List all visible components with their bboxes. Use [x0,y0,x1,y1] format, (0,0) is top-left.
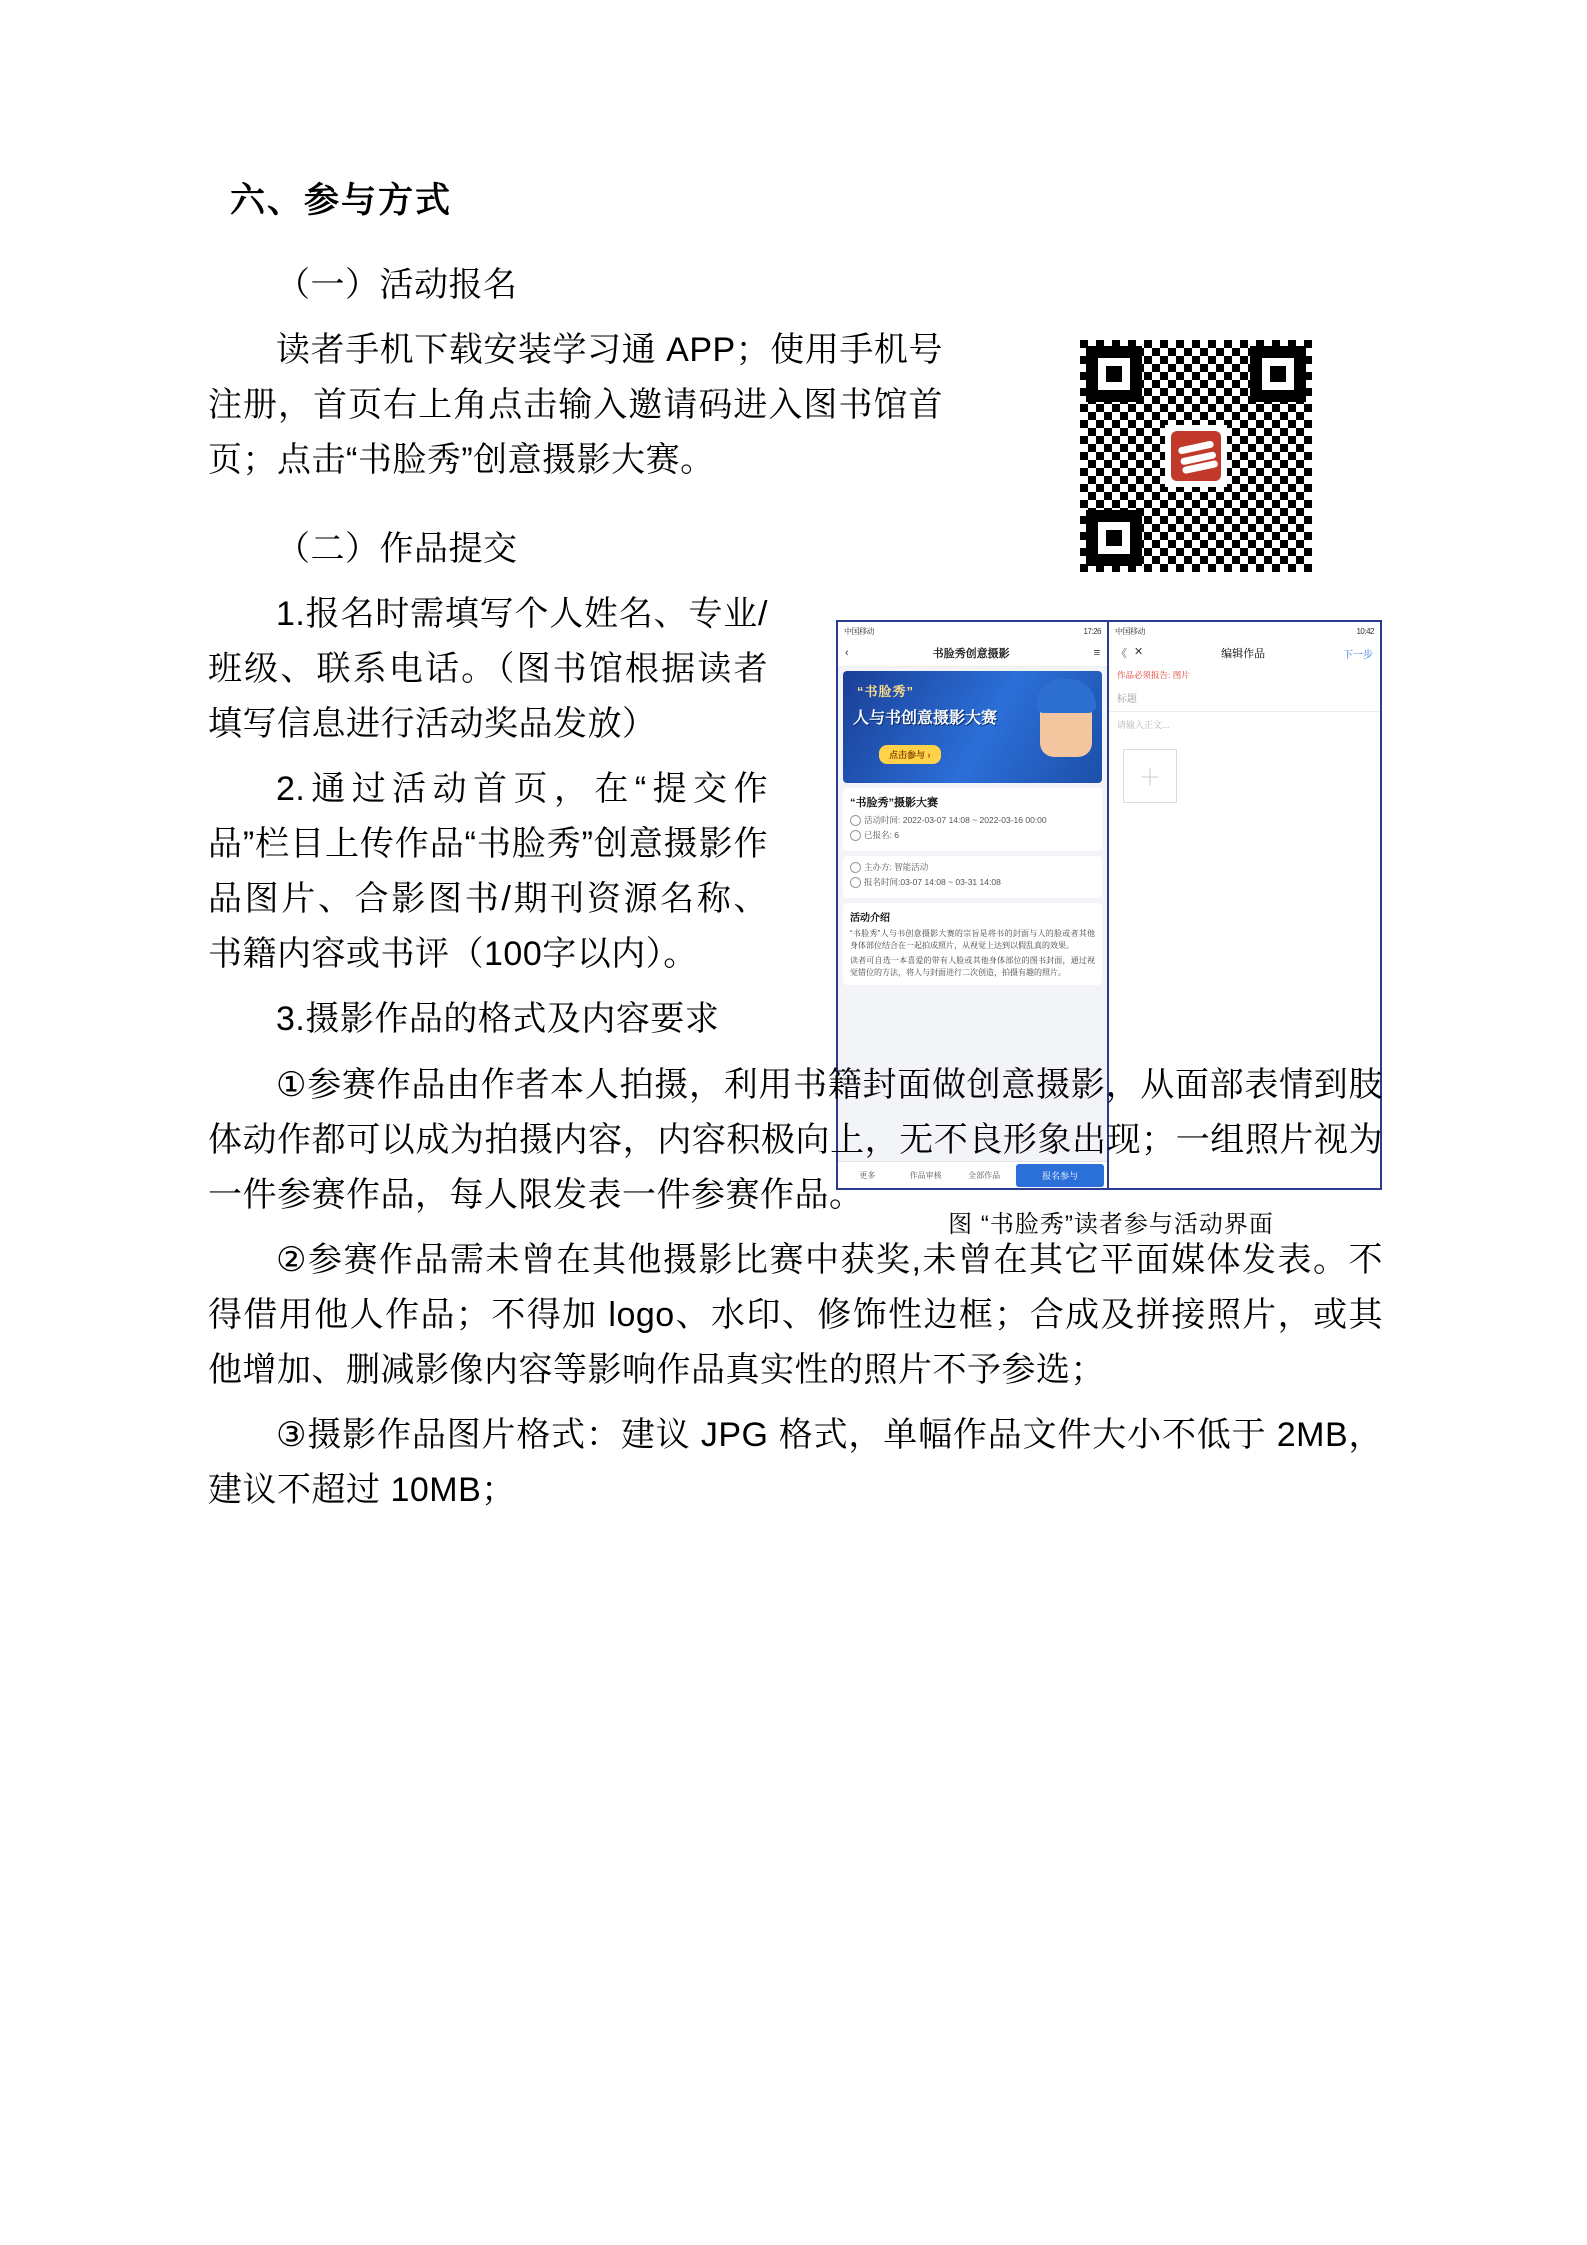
banner-join-button[interactable]: 点击参与 › [879,745,941,764]
status-time: 17:26 [1083,626,1101,636]
paragraph-item-1: 1.报名时需填写个人姓名、专业/班级、联系电话。（图书馆根据读者填写信息进行活动奖品发放） [208,594,768,744]
close-icon[interactable]: ✕ [1134,646,1144,658]
back-icon[interactable]: ‹ [845,647,849,659]
menu-icon[interactable]: ≡ [1093,647,1100,659]
activity-signup-count: 已报名: 6 [864,830,899,841]
banner-main-text: 人与书创意摄影大赛 [853,710,998,727]
back-icon-right[interactable]: 《 [1116,648,1127,660]
paragraph-item-2: 2.通过活动首页，在“提交作品”栏目上传作品“书脸秀”创意摄影作品图片、合影图书/期刊资源名称、书籍内容或书评（100字以内）。 [208,770,768,974]
add-image-button[interactable]: ＋ [1123,749,1177,803]
status-time-right: 10:42 [1356,626,1374,636]
figure-caption: 图 “书脸秀”读者参与活动界面 [948,1211,1274,1238]
activity-host: 主办方: 智能活动 [864,862,929,873]
activity-period: 报名时间:03-07 14:08 ~ 03-31 14:08 [864,877,1001,888]
banner-top-text: “书脸秀” [857,684,915,699]
paragraph-req-2: ②参赛作品需未曾在其他摄影比赛中获奖,未曾在其它平面媒体发表。不得借用他人作品；不得加 logo、水印、修饰性边框；合成及拼接照片，或其他增加、删减影像内容等影响作品真实性的照片不予参选； [208,1240,1383,1389]
document-body [208,175,1383,1528]
intro-paragraph-2: 读者可自选一本喜爱的带有人脸或其他身体部位的图书封面，通过视觉错位的方法，将人与封面进行二次创造，拍摄有趣的照片。 [850,956,1095,977]
section-heading: 六、参与方式 [230,181,453,220]
activity-time: 活动时间: 2022-03-07 14:08 ~ 2022-03-16 00:00 [864,815,1047,825]
nav-title-right: 编辑作品 [1221,648,1266,660]
required-note: 作品必须报告: 图片 [1117,670,1190,680]
next-step-button[interactable]: 下一步 [1343,649,1373,661]
activity-title: “书脸秀”摄影大赛 [850,797,938,809]
subsection-1-heading: （一）活动报名 [276,265,518,304]
carrier-label: 中国移动 [844,626,874,636]
subsection-2-heading: （二）作品提交 [276,529,518,568]
tab-more[interactable]: 更多 [859,1170,876,1180]
tab-all-works[interactable]: 全部作品 [968,1170,1001,1180]
tab-review[interactable]: 作品审核 [909,1170,942,1180]
intro-paragraph-1: “书脸秀”人与书创意摄影大赛的宗旨是将书的封面与人的脸或者其他身体部位结合在一起拍成照片，从视觉上达到以假乱真的效果。 [850,929,1095,950]
intro-heading: 活动介绍 [850,913,890,925]
nav-title: 书脸秀创意摄影 [932,648,1010,660]
paragraph-req-3: ③摄影作品图片格式：建议 JPG 格式，单幅作品文件大小不低于 2MB，建议不超过 10MB； [208,1415,1383,1510]
body-input[interactable]: 请输入正文... [1117,720,1170,730]
title-input[interactable]: 标题 [1109,684,1380,712]
carrier-label-right: 中国移动 [1115,626,1145,636]
paragraph-item-3: 3.摄影作品的格式及内容要求 [276,1000,720,1039]
signup-button[interactable]: 报名参与 [1016,1164,1104,1187]
paragraph-req-1: ①参赛作品由作者本人拍摄，利用书籍封面做创意摄影，从面部表情到肢体动作都可以成为拍摄内容，内容积极向上，无不良形象出现；一组照片视为一件参赛作品，每人限发表一件参赛作品。 [208,1065,1383,1214]
paragraph-registration: 读者手机下载安装学习通 APP；使用手机号注册，首页右上角点击输入邀请码进入图书馆首页；点击“书脸秀”创意摄影大赛。 [208,330,943,479]
